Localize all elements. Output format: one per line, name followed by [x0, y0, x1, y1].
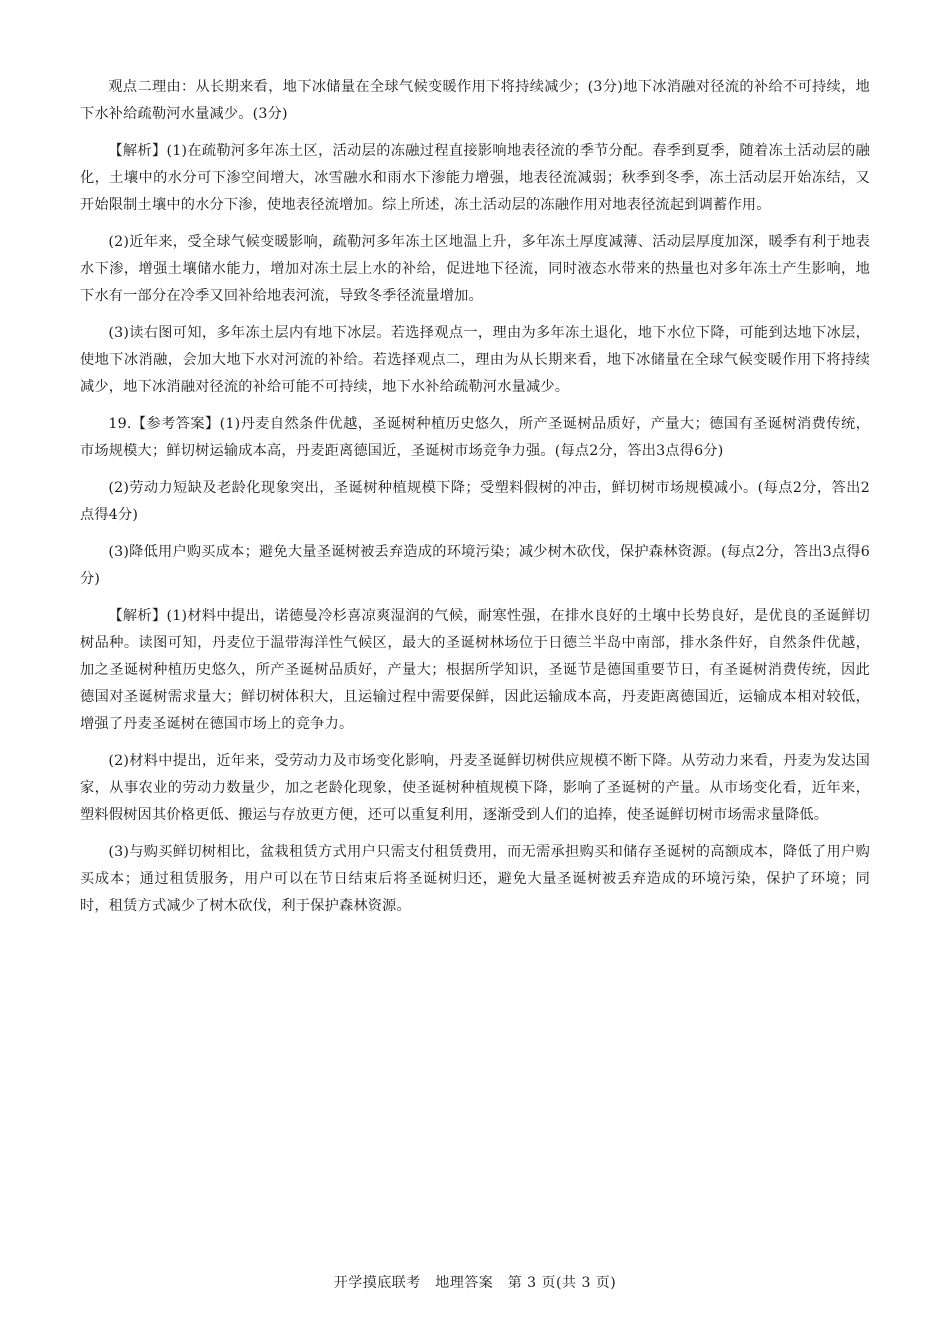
paragraph-q19-analysis-3: (3)与购买鲜切树相比，盆栽租赁方式用户只需支付租赁费用，而无需承担购买和储存圣诞树的高额成本，降低了用户购买成本；通过租赁服务，用户可以在节日结束后将圣诞树归还，避免大量圣诞树被丢弃造成的环境污染，保护了环境；同时，租赁方式减少了树木砍伐，利于保护森林资源。	[80, 844, 870, 914]
paragraph-analysis-3: (3)读右图可知，多年冻土层内有地下冰层。若选择观点一，理由为多年冻土退化，地下水位下降，可能到达地下冰层，使地下冰消融，会加大地下水对河流的补给。若选择观点二，理由为从长期来看，地下冰储量在全球气候变暖作用下将持续减少，地下冰消融对径流的补给可能不可持续，地下水补给疏勒河水量减少。	[80, 325, 870, 395]
paragraph-analysis-1: 【解析】(1)在疏勒河多年冻土区，活动层的冻融过程直接影响地表径流的季节分配。春季到夏季，随着冻土活动层的融化，土壤中的水分可下渗空间增大，冰雪融水和雨水下渗能力增强，地表径流减弱；秋季到冬季，冻土活动层开始冻结，又开始限制土壤中的水分下渗，使地表径流增加。综上所述，冻土活动层的冻融作用对地表径流起到调蓄作用。	[80, 143, 870, 213]
answer-document	[80, 74, 870, 930]
paragraph-viewpoint-two-reason: 观点二理由：从长期来看，地下冰储量在全球气候变暖作用下将持续减少；(3分)地下冰消融对径流的补给不可持续，地下水补给疏勒河水量减少。(3分)	[80, 79, 870, 122]
paragraph-analysis-2: (2)近年来，受全球气候变暖影响，疏勒河多年冻土区地温上升，多年冻土厚度减薄、活动层厚度加深，暖季有利于地表水下渗，增强土壤储水能力，增加对冻土层上水的补给，促进地下径流，同时液态水带来的热量也对多年冻土产生影响，地下水有一部分在冷季又回补给地表河流，导致冬季径流量增加。	[80, 234, 870, 304]
paragraph-q19-analysis-1: 【解析】(1)材料中提出，诺德曼冷杉喜凉爽湿润的气候，耐寒性强，在排水良好的土壤中长势良好，是优良的圣诞鲜切树品种。读图可知，丹麦位于温带海洋性气候区，最大的圣诞树林场位于日德兰半岛中南部，排水条件好，自然条件优越，加之圣诞树种植历史悠久，所产圣诞树品质好，产量大；根据所学知识，圣诞节是德国重要节日，有圣诞树消费传统，因此德国对圣诞树需求量大；鲜切树体积大，且运输过程中需要保鲜，因此运输成本高，丹麦距离德国近，运输成本相对较低，增强了丹麦圣诞树在德国市场上的竞争力。	[80, 608, 870, 732]
paragraph-q19-answer-2: (2)劳动力短缺及老龄化现象突出，圣诞树种植规模下降；受塑料假树的冲击，鲜切树市场规模减小。(每点2分，答出2点得4分)	[80, 480, 870, 523]
paragraph-q19-analysis-2: (2)材料中提出，近年来，受劳动力及市场变化影响，丹麦圣诞鲜切树供应规模不断下降。从劳动力来看，丹麦为发达国家，从事农业的劳动力数量少，加之老龄化现象，使圣诞树种植规模下降，影响了圣诞树的产量。从市场变化看，近年来，塑料假树因其价格更低、搬运与存放更方便，还可以重复利用，逐渐受到人们的追捧，使圣诞鲜切树市场需求量降低。	[80, 753, 870, 823]
page-footer: 开学摸底联考 地理答案 第 3 页(共 3 页)	[333, 1275, 617, 1291]
paragraph-q19-answer-3: (3)降低用户购买成本；避免大量圣诞树被丢弃造成的环境污染；减少树木砍伐，保护森林资源。(每点2分，答出3点得6分)	[80, 544, 870, 587]
paragraph-q19-answer-1: 19.【参考答案】(1)丹麦自然条件优越，圣诞树种植历史悠久，所产圣诞树品质好，产量大；德国有圣诞树消费传统，市场规模大；鲜切树运输成本高，丹麦距离德国近，圣诞树市场竞争力强。(每点2分，答出3点得6分)	[80, 416, 870, 459]
